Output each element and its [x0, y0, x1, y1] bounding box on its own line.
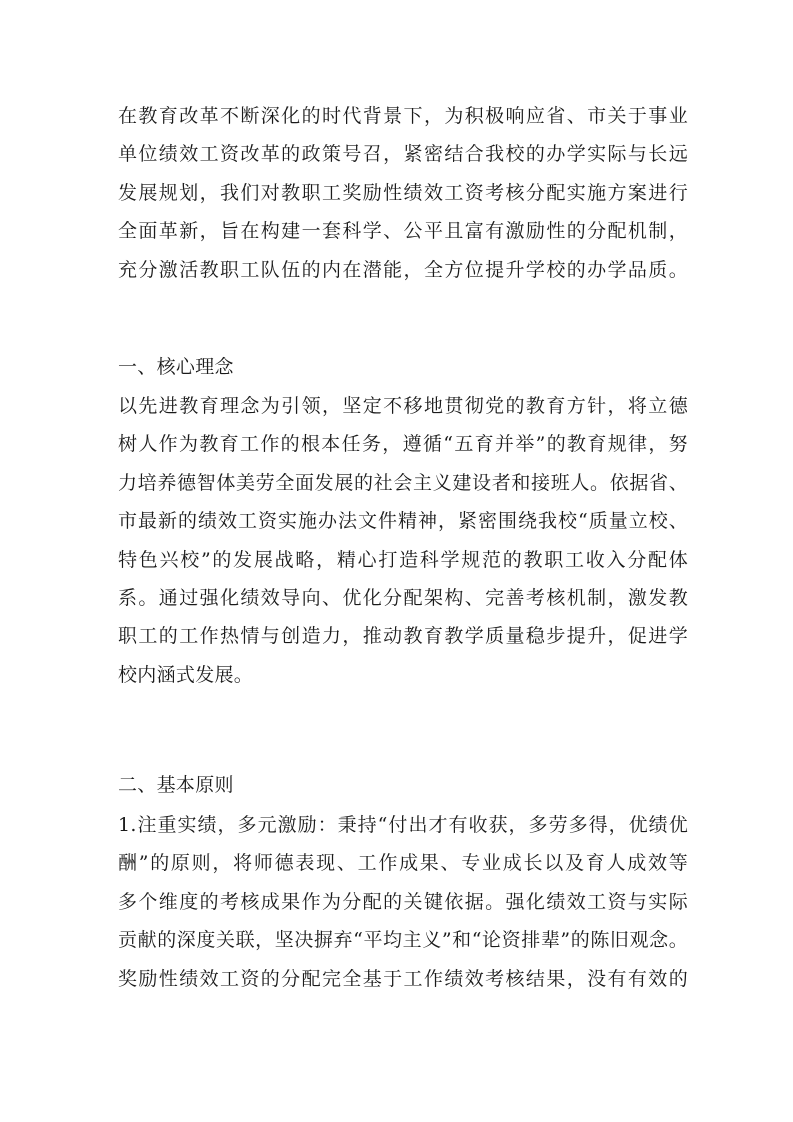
section2-heading: 二、基本原则 [118, 774, 234, 796]
intro-paragraph [118, 97, 688, 289]
section1-line-7: 职工的工作热情与创造力，推动教育教学质量稳步提升，促进学 [118, 625, 688, 648]
section2-line-1: 1.注重实绩，多元激励：秉持“付出才有收获，多劳多得，优绩优 [118, 814, 688, 836]
section1-line-4: 市最新的绩效工资实施办法文件精神，紧密围绕我校“质量立校、 [118, 510, 688, 533]
section2-line-5: 奖励性绩效工资的分配完全基于工作绩效考核结果，没有有效的 [118, 967, 688, 990]
section1-line-5: 特色兴校”的发展战略，精心打造科学规范的教职工收入分配体 [118, 548, 688, 571]
section1-line-3: 力培养德智体美劳全面发展的社会主义建设者和接班人。依据省、 [118, 471, 688, 494]
intro-line-2: 单位绩效工资改革的政策号召，紧密结合我校的办学实际与长远 [118, 143, 688, 166]
section1-line-8: 校内涵式发展。 [118, 663, 254, 686]
section1-line-6: 系。通过强化绩效导向、优化分配架构、完善考核机制，激发教 [118, 586, 688, 609]
intro-line-3: 发展规划，我们对教职工奖励性绩效工资考核分配实施方案进行 [118, 181, 688, 204]
section1-paragraph [118, 387, 688, 694]
section2-paragraph [118, 806, 688, 998]
section1-line-1: 以先进教育理念为引领，坚定不移地贯彻党的教育方针，将立德 [118, 395, 688, 417]
intro-line-5: 充分激活教职工队伍的内在潜能，全方位提升学校的办学品质。 [118, 258, 688, 281]
section2-line-2: 酬”的原则，将师德表现、工作成果、专业成长以及育人成效等 [118, 852, 688, 875]
intro-line-4: 全面革新，旨在构建一套科学、公平且富有激励性的分配机制， [118, 220, 688, 243]
section2-line-4: 贡献的深度关联，坚决摒弃“平均主义”和“论资排辈”的陈旧观念。 [118, 929, 688, 952]
section2-line-3: 多个维度的考核成果作为分配的关键依据。强化绩效工资与实际 [118, 890, 688, 913]
section1-heading: 一、核心理念 [118, 356, 234, 378]
section1-line-2: 树人作为教育工作的根本任务，遵循“五育并举”的教育规律，努 [118, 433, 688, 456]
intro-line-1: 在教育改革不断深化的时代背景下，为积极响应省、市关于事业 [118, 105, 688, 127]
